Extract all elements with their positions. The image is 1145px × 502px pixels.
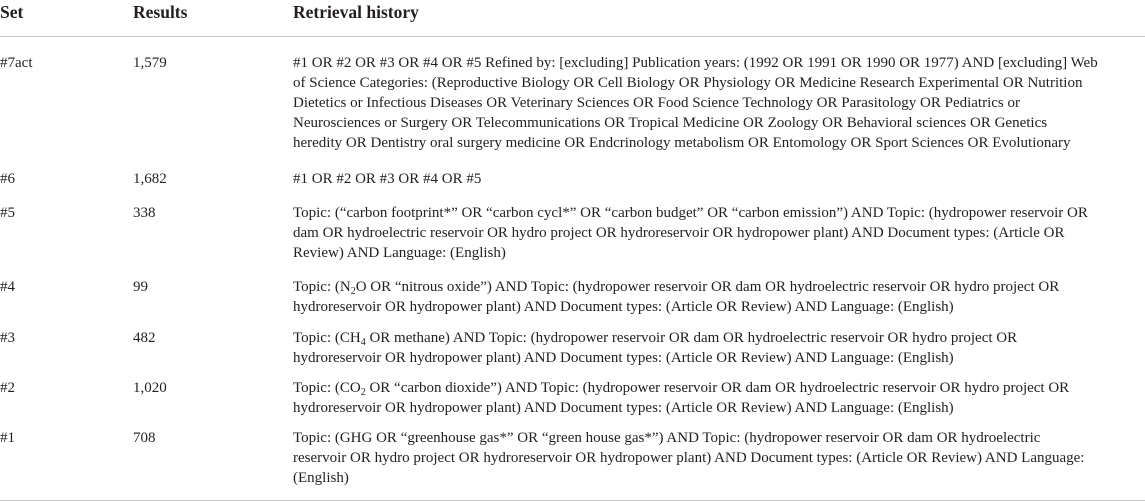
results-cell: 99 [133, 279, 148, 295]
history-line: dam OR hydroelectric reservoir OR hydro project OR hydroreservoir OR hydropower plant) AND Document types: (Article OR [293, 225, 1065, 241]
history-line: (English) [293, 470, 349, 486]
results-cell: 708 [133, 430, 156, 446]
set-cell: #7act [0, 55, 33, 71]
history-line: #1 OR #2 OR #3 OR #4 OR #5 [293, 171, 482, 187]
subscript: 2 [360, 387, 366, 398]
history-line [293, 277, 1145, 297]
history-line: Review) AND Language: (English) [293, 245, 506, 261]
history-text: Topic: (N [293, 279, 351, 295]
history-cell [293, 277, 1145, 317]
history-text: OR methane) AND Topic: (hydropower reservoir OR dam OR hydroelectric reservoir OR hydro project OR [365, 330, 1018, 346]
history-line: of Science Categories: (Reproductive Biology OR Cell Biology OR Physiology OR Medicine Research Experimental OR Nutrition [293, 75, 1083, 91]
history-text: OR “carbon dioxide”) AND Topic: (hydropower reservoir OR dam OR hydroelectric reservoir OR hydro project OR [365, 380, 1070, 396]
header-results: Results [133, 2, 188, 22]
results-cell: 1,682 [133, 171, 167, 187]
results-cell: 1,020 [133, 380, 167, 396]
history-line: hydroreservoir OR hydropower plant) AND Document types: (Article OR Review) AND Language: (English) [293, 299, 954, 315]
history-line: heredity OR Dentistry oral surgery medicine OR Endcrinology metabolism OR Entomology OR Sport Sciences OR Evolutionary [293, 135, 1071, 151]
history-cell [293, 428, 1145, 488]
set-cell: #3 [0, 330, 15, 346]
results-cell: 1,579 [133, 55, 167, 71]
history-line [293, 378, 1145, 398]
history-cell [293, 169, 1145, 189]
results-cell: 338 [133, 205, 156, 221]
history-cell [293, 203, 1145, 263]
set-cell: #4 [0, 279, 15, 295]
subscript: 2 [350, 286, 356, 297]
table-header [0, 0, 1145, 37]
history-line: Neurosciences or Surgery OR Telecommunications OR Tropical Medicine OR Zoology OR Behavioral sciences OR Genetics [293, 115, 1048, 131]
history-text: O OR “nitrous oxide”) AND Topic: (hydropower reservoir OR dam OR hydroelectric reservoir OR hydro project OR [355, 279, 1060, 295]
set-cell: #6 [0, 171, 15, 187]
history-cell [293, 53, 1145, 153]
results-cell: 482 [133, 330, 156, 346]
history-line [293, 328, 1145, 348]
history-cell [293, 328, 1145, 368]
set-cell: #2 [0, 380, 15, 396]
history-line: Topic: (“carbon footprint*” OR “carbon cycl*” OR “carbon budget” OR “carbon emission”) AND Topic: (hydropower reservoir OR [293, 205, 1088, 221]
history-line: hydroreservoir OR hydropower plant) AND Document types: (Article OR Review) AND Language: (English) [293, 350, 954, 366]
set-cell: #1 [0, 430, 15, 446]
history-line: #1 OR #2 OR #3 OR #4 OR #5 Refined by: [excluding] Publication years: (1992 OR 1991 OR 1990 OR 1977) AND [excluding] Web [293, 55, 1098, 71]
header-retrieval-history: Retrieval history [293, 2, 419, 22]
history-line: Topic: (GHG OR “greenhouse gas*” OR “green house gas*”) AND Topic: (hydropower reservoir OR dam OR hydroelectric [293, 430, 1041, 446]
history-line: hydroreservoir OR hydropower plant) AND Document types: (Article OR Review) AND Language: (English) [293, 400, 954, 416]
history-line: Dietetics or Infectious Diseases OR Veterinary Sciences OR Food Science Technology OR Parasitology OR Pediatrics or [293, 95, 1020, 111]
set-cell: #5 [0, 205, 15, 221]
subscript: 4 [360, 337, 366, 348]
header-set: Set [0, 2, 24, 22]
history-text: Topic: (CH [293, 330, 361, 346]
history-cell [293, 378, 1145, 418]
history-text: Topic: (CO [293, 380, 361, 396]
history-line: reservoir OR hydro project OR hydroreservoir OR hydropower plant) AND Document types: (Article OR Review) AND Language: [293, 450, 1085, 466]
bottom-rule [0, 500, 1145, 501]
